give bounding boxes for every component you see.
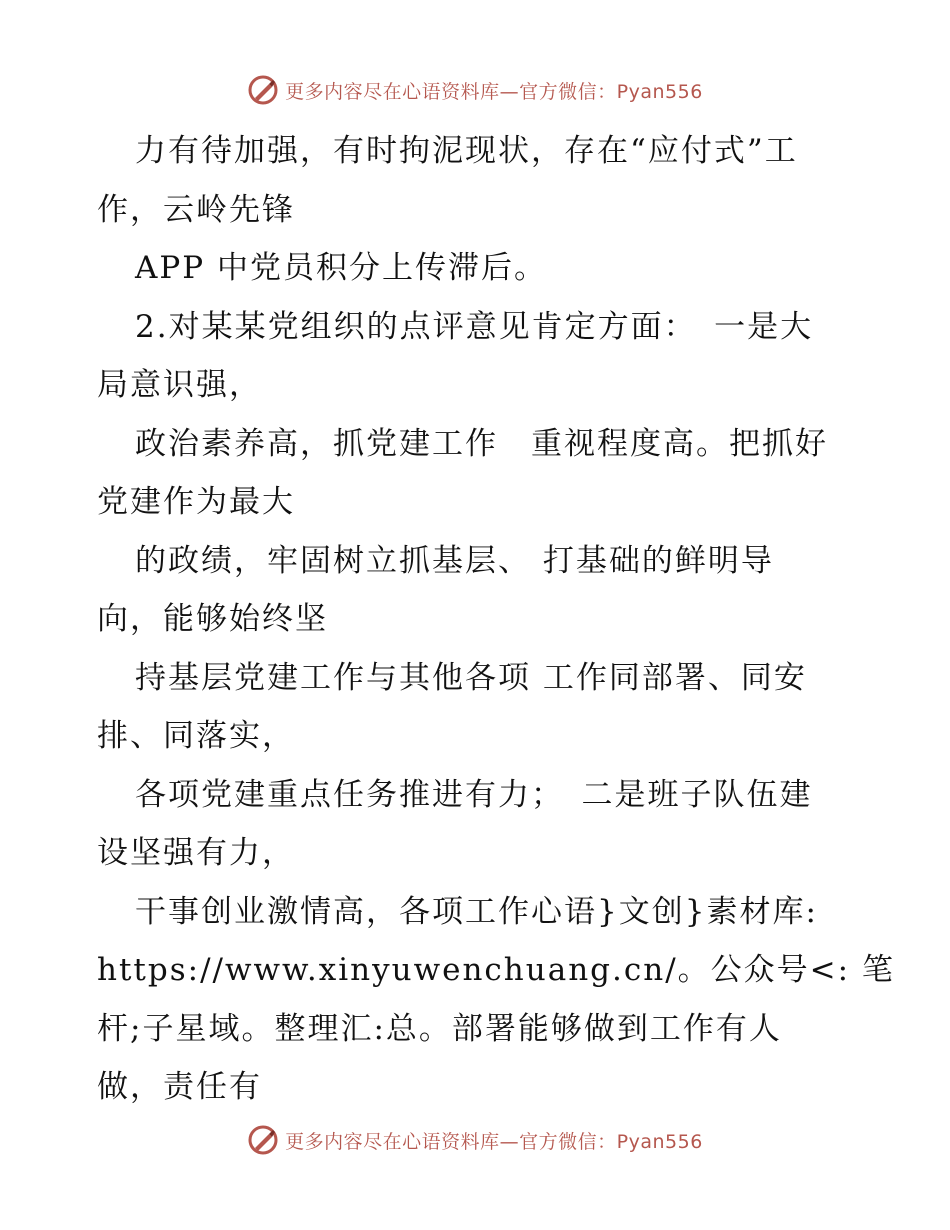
text-line: 干事创业激情高，各项工作心语}文创}素材库:	[135, 893, 818, 930]
pen-seal-logo-icon	[247, 74, 279, 106]
watermark-text: 更多内容尽在心语资料库—官方微信：Pyan556	[285, 1130, 703, 1153]
text-line: 各项党建重点任务推进有力； 二是班子队伍建	[135, 776, 813, 813]
text-line: 2.对某某党组织的点评意见肯定方面： 一是大	[135, 308, 814, 345]
text-line: 力有待加强，有时拘泥现状，存在“应付式”工	[135, 133, 798, 169]
text-line: APP 中党员积分上传滞后。	[135, 250, 547, 286]
watermark-header	[0, 70, 950, 110]
text-line: 做，责任有	[97, 1069, 262, 1105]
text-line: 局意识强，	[97, 367, 262, 403]
pen-seal-logo-icon	[247, 1124, 279, 1156]
text-line: 杆;子星域。整理汇:总。部署能够做到工作有人	[97, 1010, 782, 1047]
document-body	[97, 122, 895, 1117]
text-line: 的政绩，牢固树立抓基层、 打基础的鲜明导	[135, 542, 774, 579]
text-line: 持基层党建工作与其他各项 工作同部署、同安	[135, 659, 807, 696]
text-line: 设坚强有力，	[97, 835, 295, 871]
text-line: 作，云岭先锋	[97, 191, 295, 228]
text-line: 政治素养高，抓党建工作 重视程度高。把抓好	[135, 425, 828, 462]
watermark-text: 更多内容尽在心语资料库—官方微信：Pyan556	[285, 80, 703, 103]
watermark-footer	[0, 1120, 950, 1160]
text-line: 党建作为最大	[97, 484, 295, 520]
text-line: 向，能够始终坚	[97, 601, 328, 637]
text-line: 排、同落实，	[97, 718, 295, 754]
text-line: https://www.xinyuwenchuang.cn/。公众号<: 笔	[97, 952, 895, 988]
